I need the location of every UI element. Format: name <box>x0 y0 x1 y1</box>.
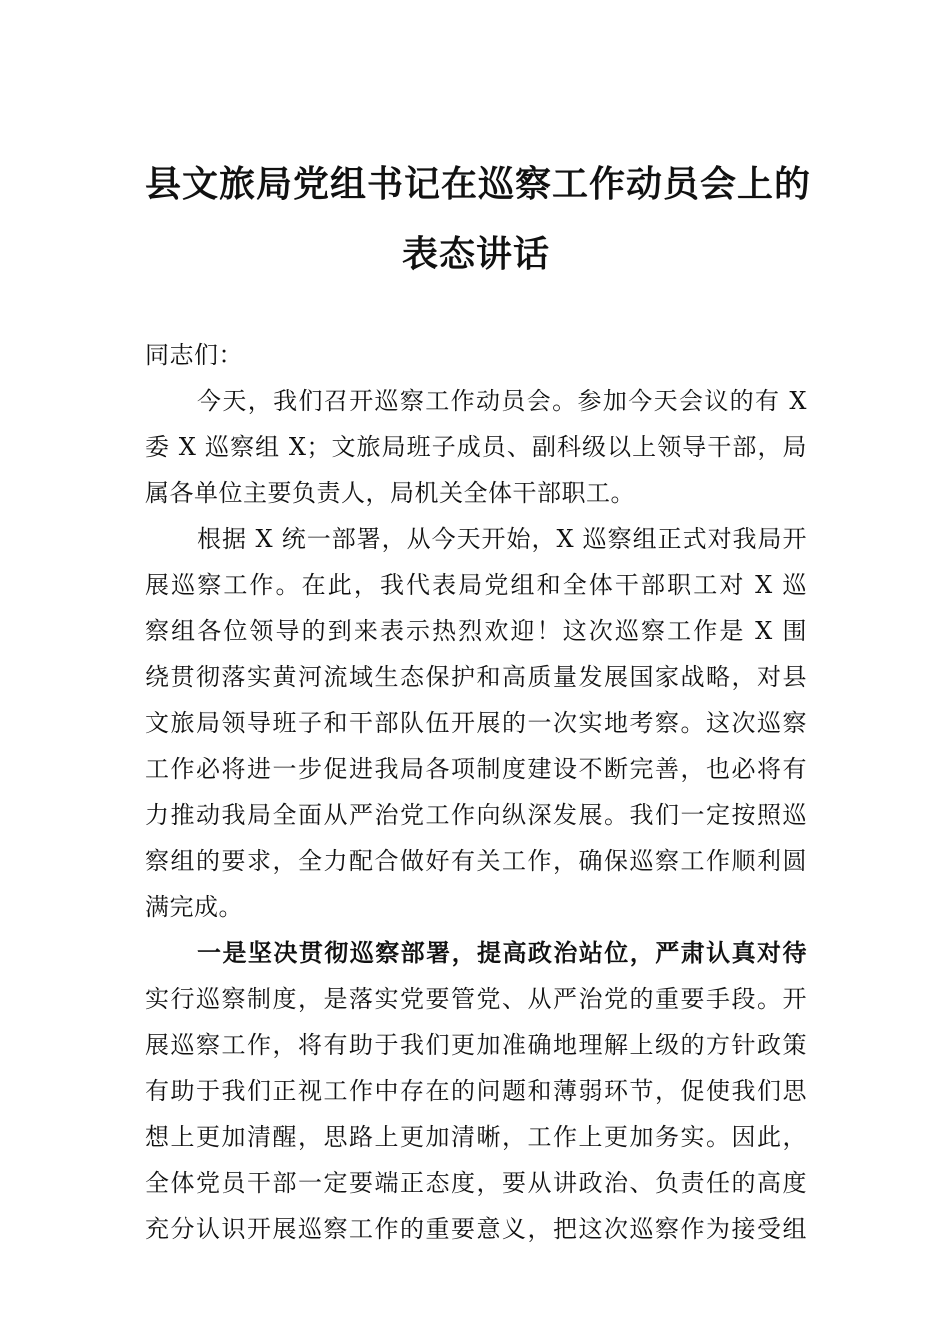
body-text-line: 实行巡察制度，是落实党要管党、从严治党的重要手段。开 <box>145 985 807 1013</box>
body-text-line: 察组各位领导的到来表示热烈欢迎！这次巡察工作是 X 围 <box>145 617 807 645</box>
document-title-line-1: 县文旅局党组书记在巡察工作动员会上的 <box>145 163 812 205</box>
body-text-line: 全体党员干部一定要端正态度，要从讲政治、负责任的高度 <box>145 1169 807 1197</box>
body-text-line: 力推动我局全面从严治党工作向纵深发展。我们一定按照巡 <box>145 801 807 829</box>
body-text-line: 展巡察工作，将有助于我们更加准确地理解上级的方针政策 <box>145 1031 807 1059</box>
body-text-line: 今天，我们召开巡察工作动员会。参加今天会议的有 X <box>197 387 807 415</box>
body-text-line: 展巡察工作。在此，我代表局党组和全体干部职工对 X 巡 <box>145 571 807 599</box>
body-text-line: 有助于我们正视工作中存在的问题和薄弱环节，促使我们思 <box>145 1077 807 1105</box>
body-text-line: 满完成。 <box>145 893 243 921</box>
body-text-line: 一是坚决贯彻巡察部署，提高政治站位，严肃认真对待 <box>197 938 807 967</box>
body-text-line: 文旅局领导班子和干部队伍开展的一次实地考察。这次巡察 <box>145 709 807 737</box>
body-text-line: 根据 X 统一部署，从今天开始，X 巡察组正式对我局开 <box>197 525 807 553</box>
document-title-line-2: 表态讲话 <box>401 233 550 275</box>
body-text-line: 委 X 巡察组 X；文旅局班子成员、副科级以上领导干部，局 <box>145 433 807 461</box>
body-text-line: 察组的要求，全力配合做好有关工作，确保巡察工作顺利圆 <box>145 847 807 875</box>
body-text-line: 同志们： <box>145 341 243 369</box>
body-text-line: 充分认识开展巡察工作的重要意义，把这次巡察作为接受组 <box>145 1215 807 1243</box>
body-text-line: 绕贯彻落实黄河流域生态保护和高质量发展国家战略，对县 <box>145 663 807 691</box>
body-text-line: 想上更加清醒，思路上更加清晰，工作上更加务实。因此， <box>145 1123 807 1151</box>
body-text-line: 属各单位主要负责人，局机关全体干部职工。 <box>145 479 635 507</box>
body-text-line: 工作必将进一步促进我局各项制度建设不断完善，也必将有 <box>145 755 807 783</box>
document-body <box>145 332 807 1252</box>
